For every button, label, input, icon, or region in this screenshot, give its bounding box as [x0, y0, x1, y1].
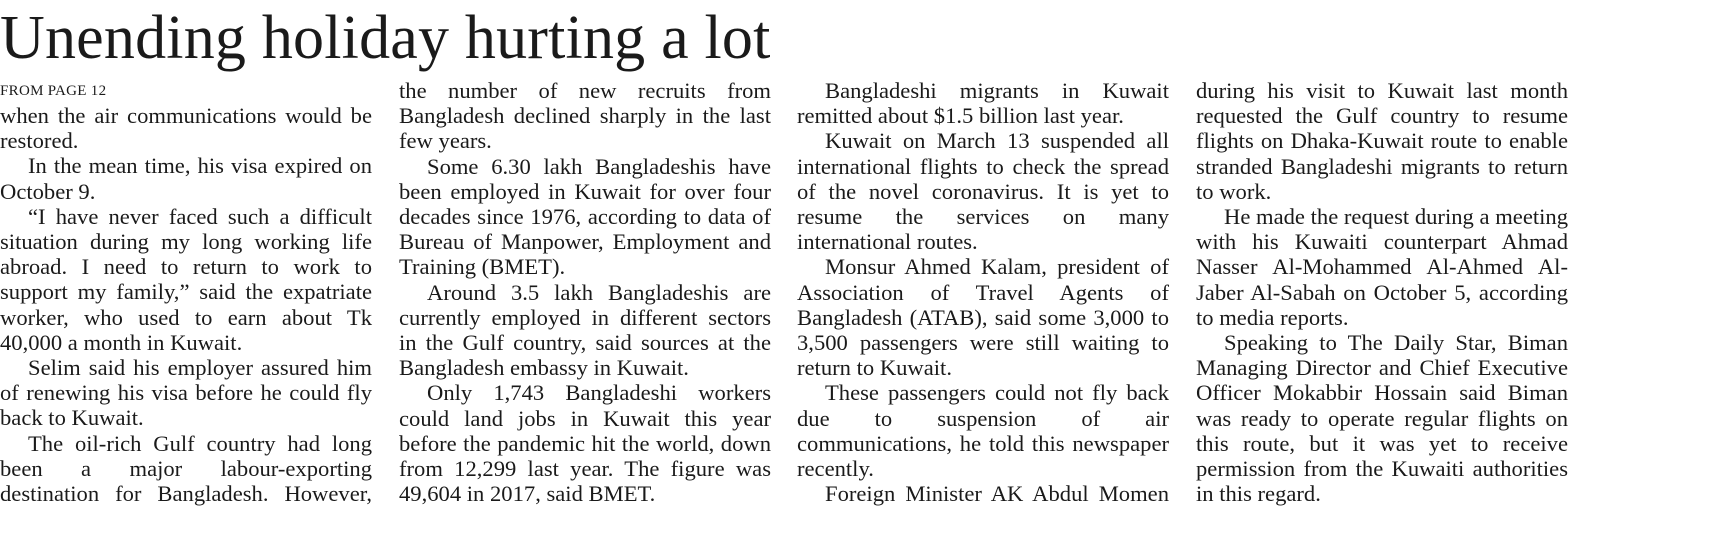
article-column-2	[399, 78, 771, 506]
paragraph: Speaking to The Daily Star, Biman Managing Director and Chief Executive Officer Mokabbir Hossain said Biman was ready to operate regular flights on this route, but it was yet to receive permission from the Kuwaiti authorities in this regard.	[1196, 330, 1568, 507]
headline: Unending holiday hurting a lot	[0, 4, 771, 72]
paragraph: during his visit to Kuwait last month requested the Gulf country to resume flights on Dhaka-Kuwait route to enable stranded Bangladeshi migrants to return to work.	[1196, 78, 1568, 204]
paragraph: “I have never faced such a difficult situation during my long working life abroad. I need to return to work to support my family,” said the expatriate worker, who used to earn about Tk 40,000 a month in Kuwait.	[0, 203, 372, 355]
article-column-3	[797, 78, 1169, 506]
paragraph: These passengers could not fly back due to suspension of air communications, he told this newspaper recently.	[797, 380, 1169, 482]
paragraph: the number of new recruits from Bangladesh declined sharply in the last few years.	[399, 78, 771, 154]
paragraph: Some 6.30 lakh Bangladeshis have been employed in Kuwait for over four decades since 1976, according to data of Bureau of Manpower, Employment and Training (BMET).	[399, 153, 771, 280]
paragraph: Kuwait on March 13 suspended all international flights to check the spread of the novel coronavirus. It is yet to resume the services on many international routes.	[797, 128, 1169, 255]
paragraph: Monsur Ahmed Kalam, president of Association of Travel Agents of Bangladesh (ATAB), said some 3,000 to 3,500 passengers were still waiting to return to Kuwait.	[797, 254, 1169, 381]
paragraph: Foreign Minister AK Abdul Momen	[825, 481, 1169, 507]
paragraph: The oil-rich Gulf country had long been a major labour-exporting destination for Bangladesh. However,	[0, 430, 372, 507]
paragraph: In the mean time, his visa expired on October 9.	[0, 153, 372, 204]
article-column-1	[0, 78, 372, 506]
paragraph: Around 3.5 lakh Bangladeshis are currently employed in different sectors in the Gulf country, said sources at the Bangladesh embassy in Kuwait.	[399, 279, 771, 381]
paragraph: Bangladeshi migrants in Kuwait remitted about $1.5 billion last year.	[797, 78, 1169, 129]
paragraph: Selim said his employer assured him of renewing his visa before he could fly back to Kuwait.	[0, 355, 372, 431]
paragraph: when the air communications would be restored.	[0, 103, 372, 154]
article-column-4	[1196, 78, 1568, 506]
paragraph: He made the request during a meeting with his Kuwaiti counterpart Ahmad Nasser Al-Mohammed Al-Ahmed Al-Jaber Al-Sabah on October 5, according to media reports.	[1196, 204, 1568, 330]
continued-from-label: FROM PAGE 12	[0, 83, 107, 99]
paragraph: Only 1,743 Bangladeshi workers could land jobs in Kuwait this year before the pandemic hit the world, down from 12,299 last year. The figure was 49,604 in 2017, said BMET.	[399, 380, 771, 507]
